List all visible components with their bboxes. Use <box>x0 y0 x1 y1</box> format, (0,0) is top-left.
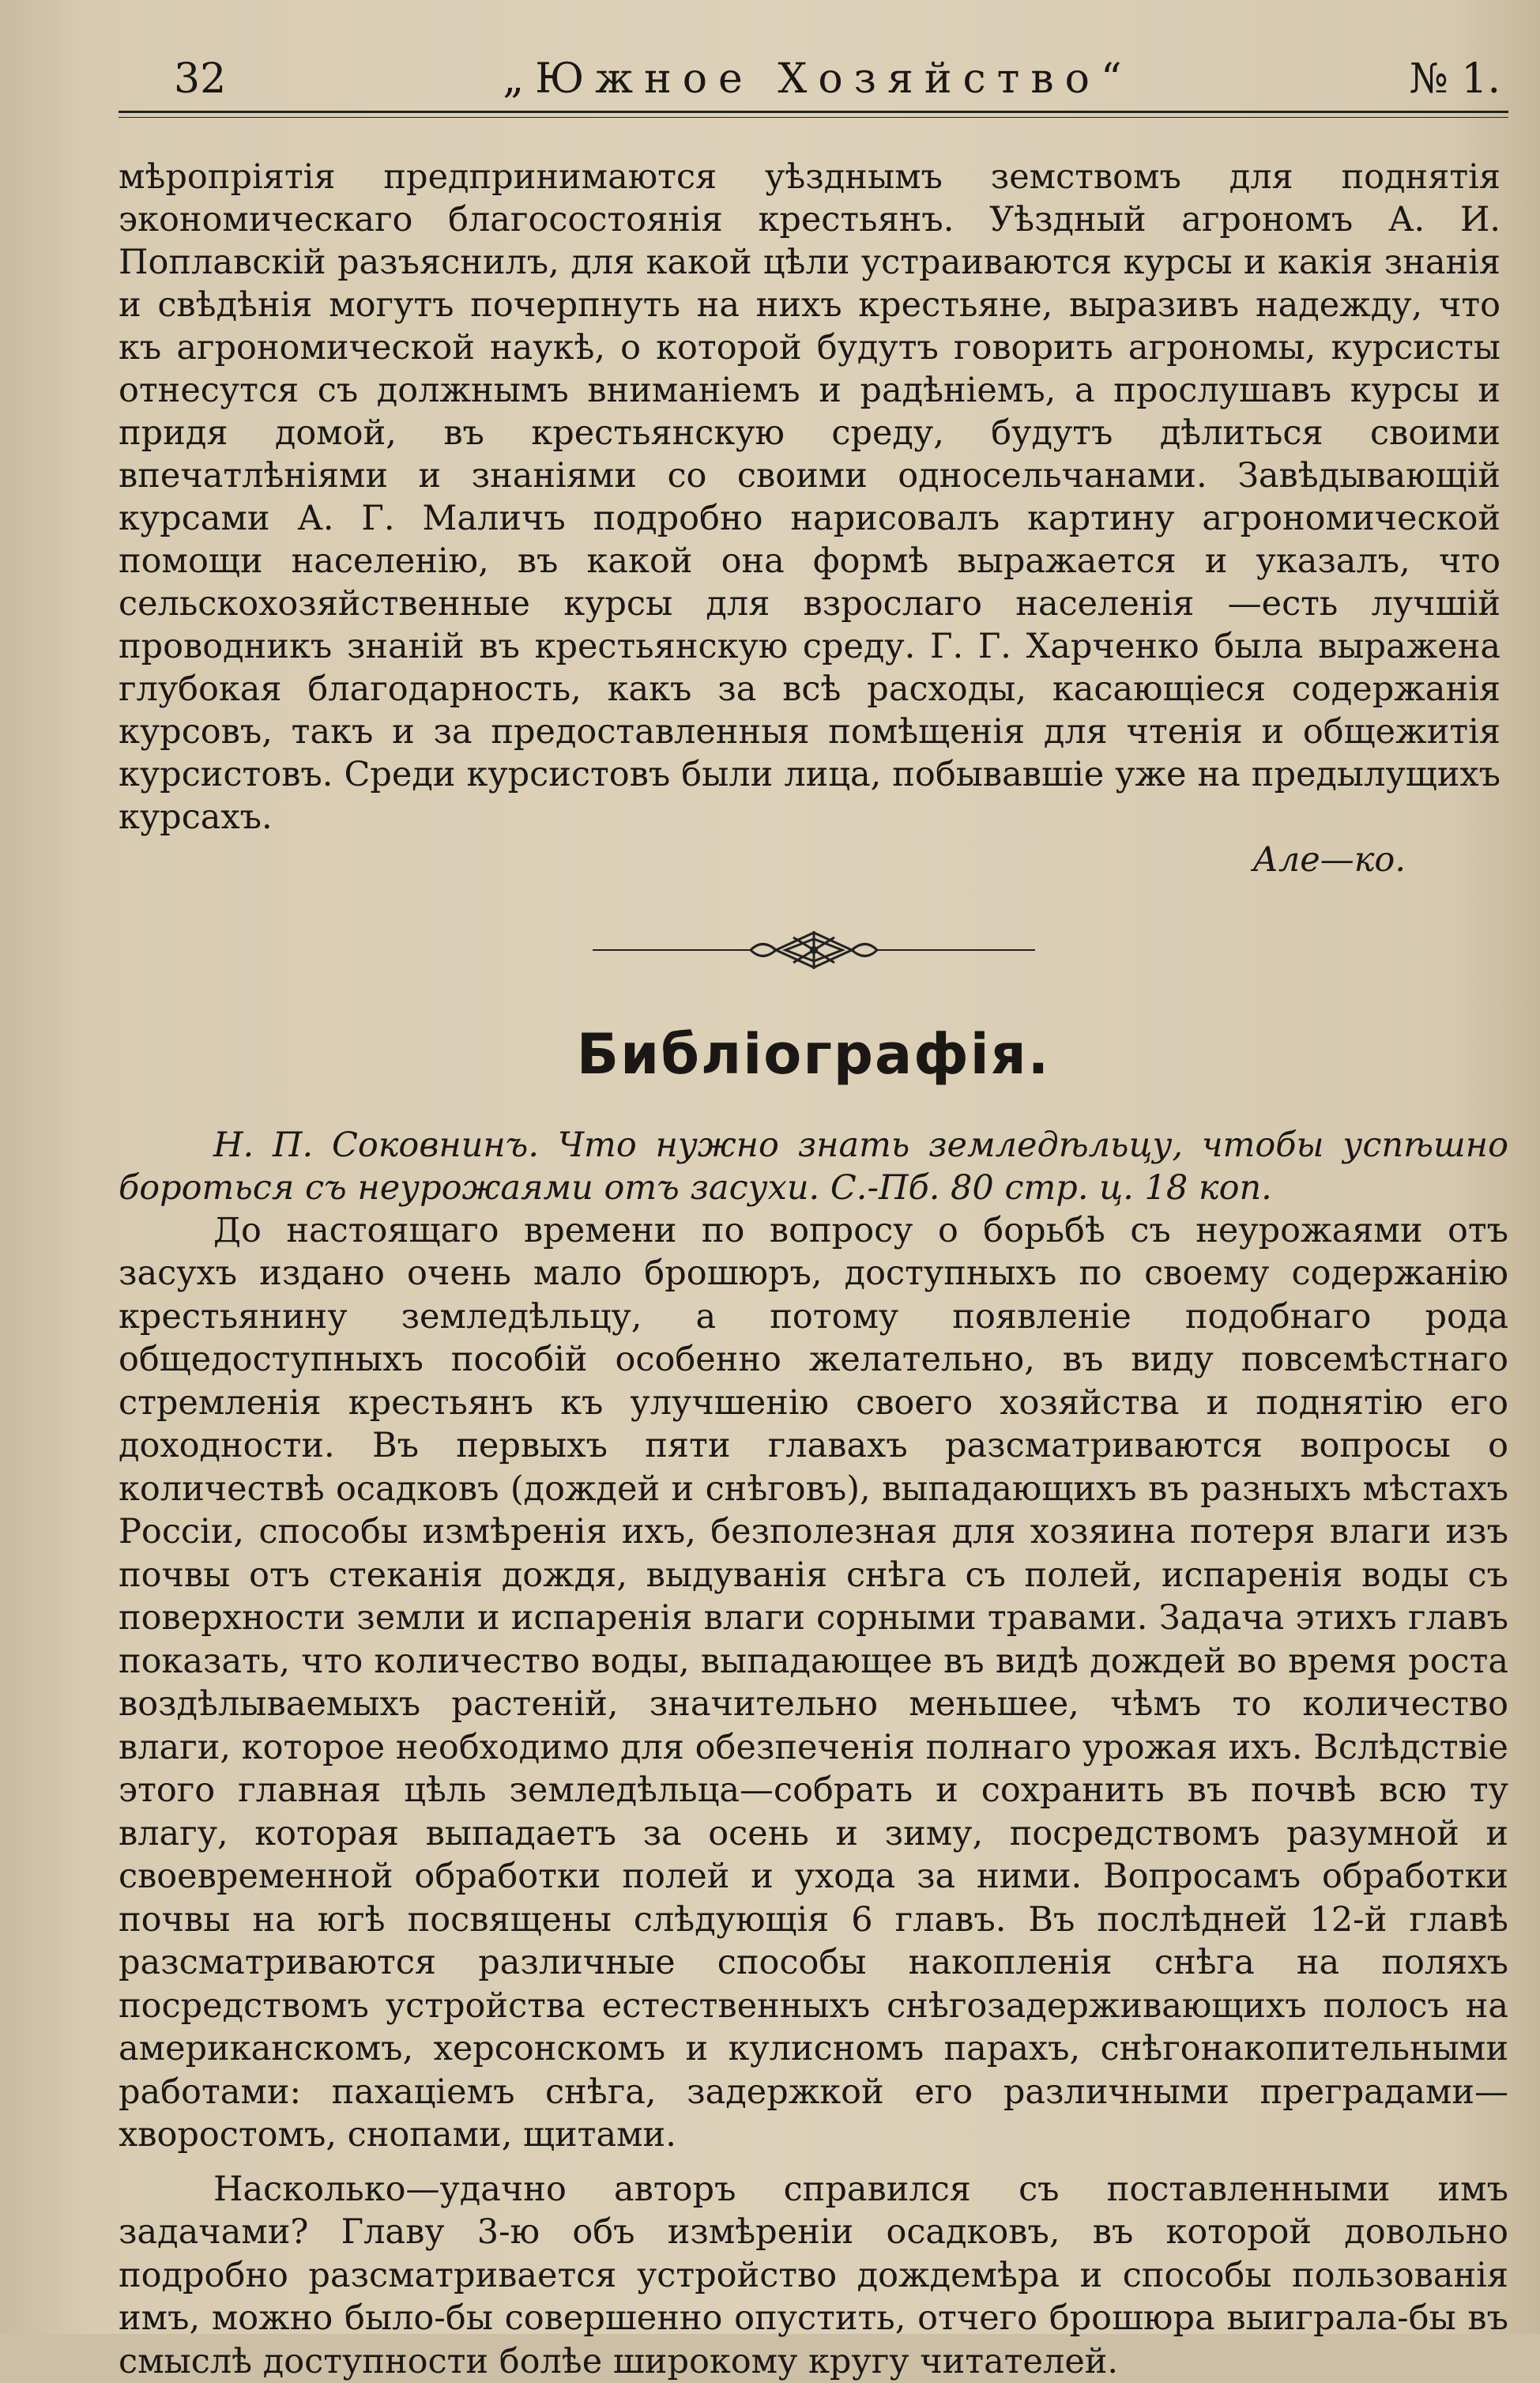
previous-article <box>119 156 1508 882</box>
header-rule <box>119 111 1508 118</box>
section-heading: Библіографія. <box>119 1021 1508 1088</box>
page-number: 32 <box>174 55 226 103</box>
author-signature: Але—ко. <box>119 839 1500 882</box>
bibliography-citation: Н. П. Соковнинъ. Что нужно знать земледѣльцу, чтобы успѣшно бороться съ неурожаями отъ засухи. С.-Пб. 80 стр. ц. 18 коп. <box>119 1124 1508 1209</box>
book-review <box>119 1209 1508 2383</box>
ornament-divider-icon <box>593 926 1035 974</box>
running-head <box>119 55 1508 103</box>
review-paragraph-1: До настоящаго времени по вопросу о борьбѣ съ неурожаями отъ засухъ издано очень мало брошюръ, доступныхъ по своему содержанію крестьянину земледѣльцу, а потому появленіе подобнаго рода общедоступныхъ пособій особенно желательно, въ виду повсемѣстнаго стремленія крестьянъ къ улучшенію своего хозяйства и поднятію его доходности. Въ первыхъ пяти главахъ разсматриваются вопросы о количествѣ осадковъ (дождей и снѣговъ), выпадающихъ въ разныхъ мѣстахъ Россіи, способы измѣренія ихъ, безполезная для хозяина потеря влаги изъ почвы отъ стеканія дождя, выдуванія снѣга съ полей, испаренія воды съ поверхности земли и испаренія влаги сорными травами. Задача этихъ главъ показать, что количество воды, выпадающее въ видѣ дождей во время роста воздѣлываемыхъ растеній, значительно меньшее, чѣмъ то количество влаги, которое необходимо для обезпеченія полнаго урожая ихъ. Вслѣдствіе этого главная цѣль земледѣльца—собрать и сохранить въ почвѣ всю ту влагу, которая выпадаетъ за осень и зиму, посредствомъ разумной и своевременной обработки полей и ухода за ними. Вопросамъ обработки почвы на югѣ посвящены слѣдующія 6 главъ. Въ послѣдней 12-й главѣ разсматриваются различные способы накопленія снѣга на поляхъ посредствомъ устройства естественныхъ снѣгозадерживающихъ полосъ на американскомъ, херсонскомъ и кулисномъ парахъ, снѣгонакопительными работами: пахаціемъ снѣга, задержкой его различными преградами—хворостомъ, снопами, щитами. <box>119 1209 1508 2157</box>
issue-number: № 1. <box>1410 55 1500 103</box>
review-paragraph-2: Насколько—удачно авторъ справился съ поставленными имъ задачами? Главу 3-ю объ измѣреніи осадковъ, въ которой довольно подробно разсматривается устройство дождемѣра и способы пользованія имъ, можно было-бы совершенно опустить, отчего брошюра выиграла-бы въ смыслѣ доступности болѣе широкому кругу читателей. <box>119 2168 1508 2383</box>
section-ornament <box>119 926 1508 974</box>
previous-article-text: мѣропріятія предпринимаются уѣзднымъ земствомъ для поднятія экономическаго благосостоянія крестьянъ. Уѣздный агрономъ А. И. Поплавскій разъяснилъ, для какой цѣли устраиваются курсы и какія знанія и свѣдѣнія могутъ почерпнуть на нихъ крестьяне, выразивъ надежду, что къ агрономической наукѣ, о которой будутъ говорить агрономы, курсисты отнесутся съ должнымъ вниманіемъ и радѣніемъ, а прослушавъ курсы и придя домой, въ крестьянскую среду, будутъ дѣлиться своими впечатлѣніями и знаніями со своими односельчанами. Завѣдывающій курсами А. Г. Маличъ подробно нарисовалъ картину агрономической помощи населенію, въ какой она формѣ выражается и указалъ, что сельскохозяйственные курсы для взрослаго населенія —есть лучшій проводникъ знаній въ крестьянскую среду. Г. Г. Харченко была выражена глубокая благодарность, какъ за всѣ расходы, касающіеся содержанія курсовъ, такъ и за предоставленныя помѣщенія для чтенія и общежитія курсистовъ. Среди курсистовъ были лица, побывавшіе уже на предылущихъ курсахъ. <box>119 156 1500 839</box>
journal-title: „Южное Хозяйство“ <box>503 55 1132 103</box>
